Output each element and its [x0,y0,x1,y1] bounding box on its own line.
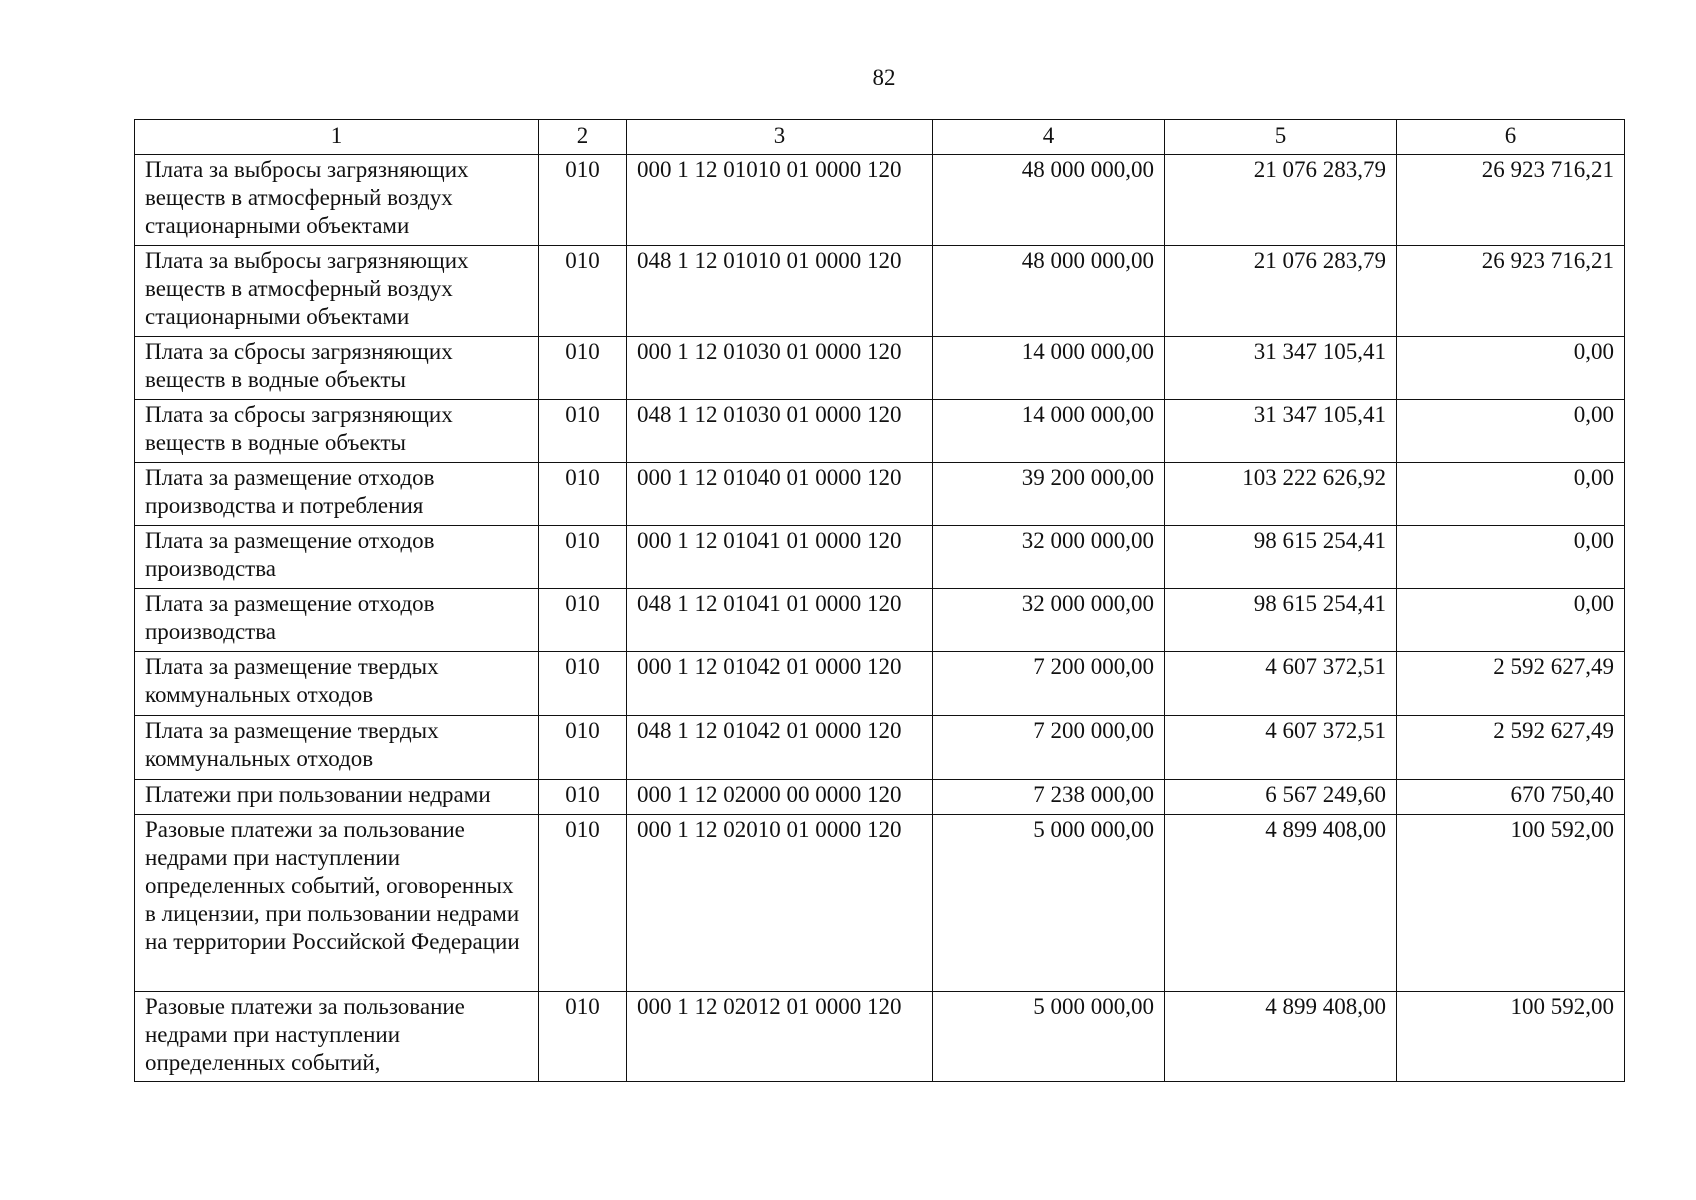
cell-col5: 4 607 372,51 [1165,652,1397,716]
cell-col6: 100 592,00 [1397,815,1625,992]
page-number: 82 [872,65,896,90]
cell-name: Плата за размещение отходов производства [135,589,539,652]
column-header-1: 1 [135,120,539,155]
cell-col4: 14 000 000,00 [933,400,1165,463]
cell-line-code: 010 [539,526,627,589]
cell-income-code: 048 1 12 01010 01 0000 120 [627,246,933,337]
cell-line-code: 010 [539,716,627,780]
cell-col4: 14 000 000,00 [933,337,1165,400]
table-row [135,815,1625,992]
table-row [135,400,1625,463]
cell-line-code: 010 [539,155,627,246]
cell-col6: 0,00 [1397,526,1625,589]
cell-name: Плата за размещение твердых коммунальных отходов [135,652,539,716]
cell-name: Плата за сбросы загрязняющих веществ в водные объекты [135,337,539,400]
cell-col6: 0,00 [1397,400,1625,463]
cell-name: Плата за размещение отходов производства и потребления [135,463,539,526]
table-row [135,337,1625,400]
cell-name: Платежи при пользовании недрами [135,780,539,815]
table-row [135,155,1625,246]
cell-income-code: 000 1 12 01030 01 0000 120 [627,337,933,400]
cell-col4: 48 000 000,00 [933,246,1165,337]
cell-col4: 32 000 000,00 [933,526,1165,589]
table-row [135,780,1625,815]
cell-name: Плата за размещение отходов производства [135,526,539,589]
table-row [135,652,1625,716]
cell-income-code: 000 1 12 01010 01 0000 120 [627,155,933,246]
table-row [135,246,1625,337]
cell-income-code: 048 1 12 01030 01 0000 120 [627,400,933,463]
cell-line-code: 010 [539,992,627,1082]
column-header-6: 6 [1397,120,1625,155]
column-header-4: 4 [933,120,1165,155]
column-header-5: 5 [1165,120,1397,155]
cell-income-code: 000 1 12 02012 01 0000 120 [627,992,933,1082]
cell-col4: 32 000 000,00 [933,589,1165,652]
cell-line-code: 010 [539,589,627,652]
column-header-3: 3 [627,120,933,155]
cell-col4: 39 200 000,00 [933,463,1165,526]
cell-line-code: 010 [539,652,627,716]
budget-table [134,119,1625,1082]
cell-col6: 0,00 [1397,337,1625,400]
cell-col5: 31 347 105,41 [1165,400,1397,463]
column-header-2: 2 [539,120,627,155]
table-row [135,526,1625,589]
cell-col5: 98 615 254,41 [1165,589,1397,652]
cell-col6: 26 923 716,21 [1397,246,1625,337]
cell-line-code: 010 [539,400,627,463]
cell-name: Плата за сбросы загрязняющих веществ в водные объекты [135,400,539,463]
cell-income-code: 048 1 12 01041 01 0000 120 [627,589,933,652]
cell-col5: 21 076 283,79 [1165,155,1397,246]
cell-col5: 31 347 105,41 [1165,337,1397,400]
cell-income-code: 000 1 12 01041 01 0000 120 [627,526,933,589]
cell-col6: 670 750,40 [1397,780,1625,815]
cell-name: Плата за выбросы загрязняющих веществ в атмосферный воздух стационарными объектами [135,155,539,246]
cell-name: Разовые платежи за пользование недрами при наступлении определенных событий, оговоренных в лицензии, при пользовании недрами на территории Российской Федерации [135,815,539,992]
cell-col4: 48 000 000,00 [933,155,1165,246]
table-row [135,589,1625,652]
cell-income-code: 000 1 12 01040 01 0000 120 [627,463,933,526]
cell-income-code: 000 1 12 01042 01 0000 120 [627,652,933,716]
cell-col4: 5 000 000,00 [933,992,1165,1082]
cell-col6: 0,00 [1397,589,1625,652]
cell-col6: 2 592 627,49 [1397,652,1625,716]
cell-col5: 21 076 283,79 [1165,246,1397,337]
cell-line-code: 010 [539,780,627,815]
cell-income-code: 000 1 12 02010 01 0000 120 [627,815,933,992]
cell-line-code: 010 [539,463,627,526]
header-row [135,120,1625,155]
cell-income-code: 000 1 12 02000 00 0000 120 [627,780,933,815]
cell-col6: 100 592,00 [1397,992,1625,1082]
table-row [135,716,1625,780]
cell-name: Плата за размещение твердых коммунальных отходов [135,716,539,780]
cell-col5: 4 899 408,00 [1165,992,1397,1082]
cell-line-code: 010 [539,337,627,400]
cell-col4: 7 200 000,00 [933,652,1165,716]
table-row [135,992,1625,1082]
cell-col5: 98 615 254,41 [1165,526,1397,589]
cell-col5: 4 607 372,51 [1165,716,1397,780]
cell-col5: 103 222 626,92 [1165,463,1397,526]
cell-col5: 4 899 408,00 [1165,815,1397,992]
cell-col4: 7 238 000,00 [933,780,1165,815]
cell-name: Разовые платежи за пользование недрами при наступлении определенных событий, [135,992,539,1082]
cell-col6: 0,00 [1397,463,1625,526]
cell-income-code: 048 1 12 01042 01 0000 120 [627,716,933,780]
table-row [135,463,1625,526]
cell-name: Плата за выбросы загрязняющих веществ в атмосферный воздух стационарными объектами [135,246,539,337]
cell-line-code: 010 [539,246,627,337]
cell-line-code: 010 [539,815,627,992]
cell-col6: 26 923 716,21 [1397,155,1625,246]
cell-col4: 7 200 000,00 [933,716,1165,780]
cell-col4: 5 000 000,00 [933,815,1165,992]
cell-col6: 2 592 627,49 [1397,716,1625,780]
cell-col5: 6 567 249,60 [1165,780,1397,815]
